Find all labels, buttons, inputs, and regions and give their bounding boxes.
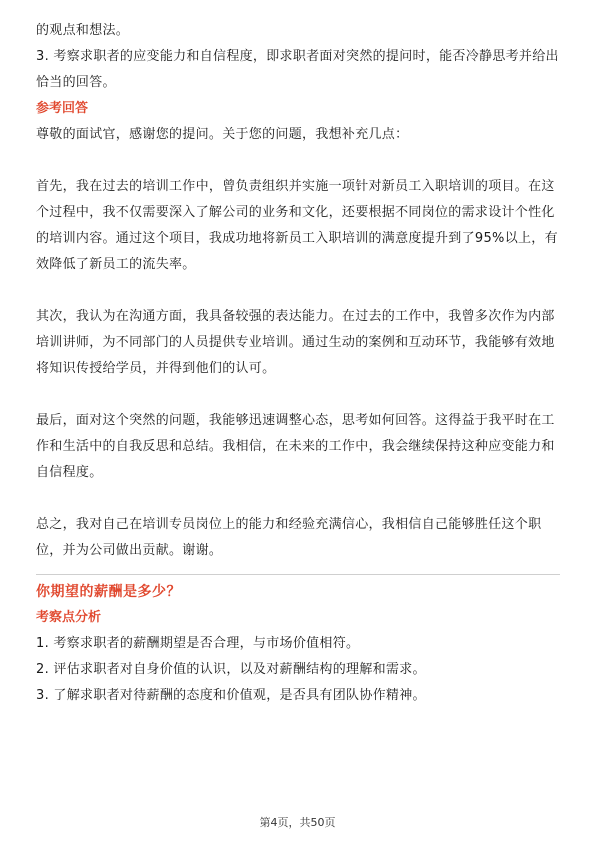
evaluation-point-3: 3. 考察求职者的应变能力和自信程度，即求职者面对突然的提问时，能否冷静思考并给出恰当的回答。 [36,49,559,90]
answer-paragraph-summary: 总之，我对自己在培训专员岗位上的能力和经验充满信心，我相信自己能够胜任这个职位，并为公司做出贡献。谢谢。 [36,517,542,558]
reference-answer-heading: 参考回答 [36,101,89,116]
analysis-point-2: 2. 评估求职者对自身价值的认识，以及对薪酬结构的理解和需求。 [36,662,426,677]
answer-paragraph-first: 首先，我在过去的培训工作中，曾负责组织并实施一项针对新员工入职培训的项目。在这个过程中，我不仅需要深入了解公司的业务和文化，还要根据不同岗位的需求设计个性化的培训内容。通过这个项目，我成功地将新员工入职培训的满意度提升到了95%以上，有效降低了新员工的流失率。 [36,179,558,272]
analysis-point-3: 3. 了解求职者对待薪酬的态度和价值观，是否具有团队协作精神。 [36,688,426,703]
document-body [36,18,560,709]
page-number: 第4页，共50页 [259,816,336,829]
question-heading: 你期望的薪酬是多少？ [36,584,181,600]
answer-paragraph-second: 其次，我认为在沟通方面，我具备较强的表达能力。在过去的工作中，我曾多次作为内部培训讲师，为不同部门的人员提供专业培训。通过生动的案例和互动环节，我能够有效地将知识传授给学员，并得到他们的认可。 [36,309,555,376]
answer-paragraph-third: 最后，面对这个突然的问题，我能够迅速调整心态，思考如何回答。这得益于我平时在工作和生活中的自我反思和总结。我相信，在未来的工作中，我会继续保持这种应变能力和自信程度。 [36,413,555,480]
analysis-heading: 考察点分析 [36,610,102,625]
intro-tail-text: 的观点和想法。 [36,23,130,38]
analysis-point-1: 1. 考察求职者的薪酬期望是否合理，与市场价值相符。 [36,636,360,651]
section-divider [36,574,560,575]
answer-greeting: 尊敬的面试官，感谢您的提问。关于您的问题，我想补充几点： [36,127,409,142]
